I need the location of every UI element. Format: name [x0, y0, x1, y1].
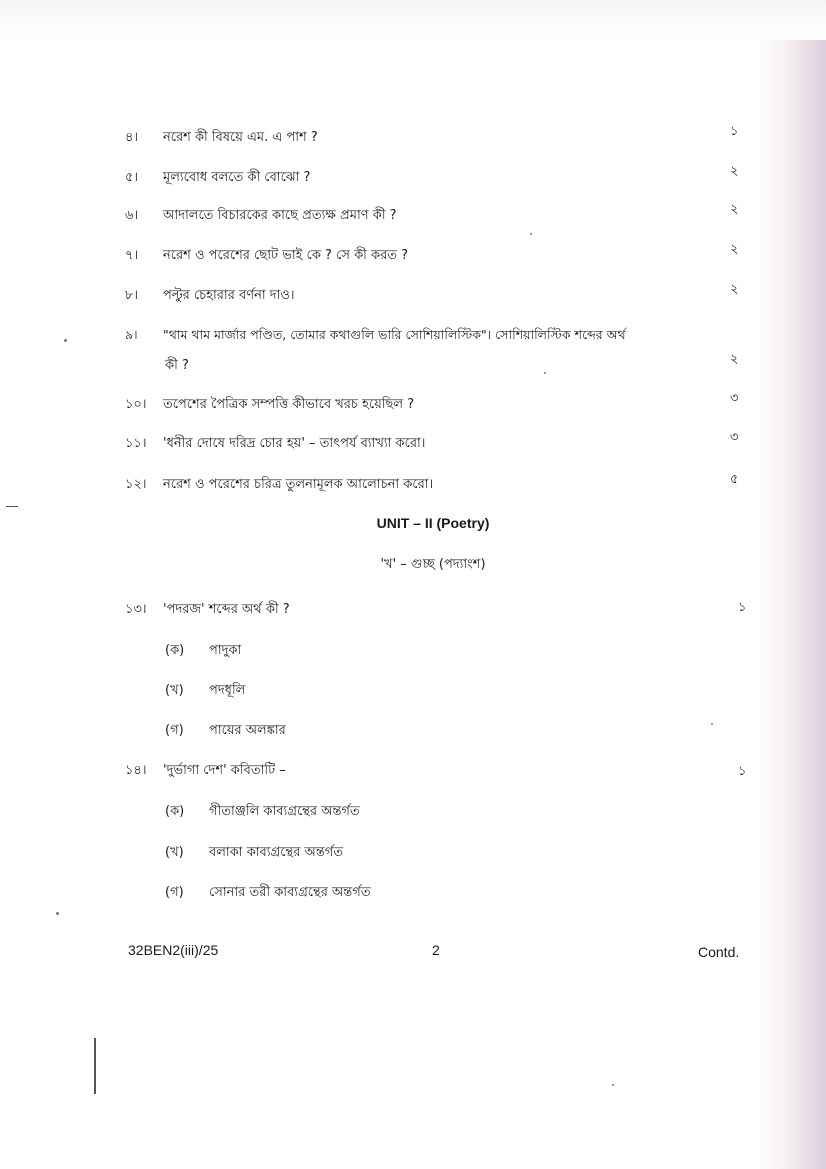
question-6: ৬। আদালতে বিচারকের কাছে প্রত্যক্ষ প্রমাণ কী ?: [125, 208, 397, 223]
question-8: ৮। পল্টুর চেহারার বর্ণনা দাও।: [125, 288, 295, 303]
question-14: ১৪। 'দুর্ভাগা দেশ' কবিতাটি –: [125, 763, 286, 778]
question-8-marks: ২: [730, 282, 739, 297]
scan-scratch: [6, 506, 18, 507]
continued-label: Contd.: [698, 944, 740, 960]
question-7: ৭। নরেশ ও পরেশের ছোট ভাই কে ? সে কী করত ?: [125, 248, 409, 263]
question-9: ৯। "থাম থাম মার্জার পণ্ডিত, তোমার কথাগুলি ভারি সোশিয়ালিস্টিক"। সোশিয়ালিস্টিক শব্দের অর্থ: [125, 327, 626, 342]
unit-heading: UNIT – II (Poetry): [376, 515, 490, 531]
question-14-option-a: (ক) গীতাঞ্জলি কাব্যগ্রন্থের অন্তর্গত: [165, 804, 360, 819]
question-10: ১০। তপেশের পৈত্রিক সম্পত্তি কীভাবে খরচ হয়েছিল ?: [125, 397, 415, 412]
question-12-marks: ৫: [730, 472, 739, 487]
page-number: 2: [432, 942, 440, 958]
question-14-marks: ১: [738, 764, 747, 779]
question-4-marks: ১: [730, 124, 739, 139]
question-9-marks: ২: [730, 352, 739, 367]
paper-code: 32BEN2(iii)/25: [128, 942, 219, 958]
scan-speck: [612, 1084, 614, 1086]
question-10-marks: ৩: [730, 391, 739, 406]
question-13-option-a: (ক) পাদুকা: [165, 643, 242, 658]
question-5-marks: ২: [730, 164, 739, 179]
question-13-option-c: (গ) পায়ের অলঙ্কার: [165, 723, 286, 738]
question-13-option-b: (খ) পদধূলি: [165, 683, 246, 698]
section-heading: 'খ' – গুচ্ছ (পদ্যাংশ): [380, 557, 486, 572]
question-9-continued: কী ?: [165, 358, 189, 373]
question-11: ১১। 'ধনীর দোষে দরিদ্র চোর হয়' – তাৎপর্য ব্যাখ্যা করো।: [125, 436, 426, 451]
question-13-marks: ১: [738, 600, 747, 615]
question-11-marks: ৩: [730, 430, 739, 445]
question-14-option-c: (গ) সোনার তরী কাব্যগ্রন্থের অন্তর্গত: [165, 885, 371, 900]
question-5: ৫। মূল্যবোধ বলতে কী বোঝো ?: [125, 170, 311, 185]
scan-top-shadow: [0, 0, 826, 40]
scan-speck: [530, 233, 532, 235]
question-7-marks: ২: [730, 242, 739, 257]
question-6-marks: ২: [730, 202, 739, 217]
question-14-option-b: (খ) বলাকা কাব্যগ্রন্থের অন্তর্গত: [165, 845, 343, 860]
question-4: ৪। নরেশ কী বিষয়ে এম. এ পাশ ?: [125, 130, 318, 145]
question-12: ১২। নরেশ ও পরেশের চরিত্র তুলনামূলক আলোচনা করো।: [125, 477, 434, 492]
scan-speck: [56, 912, 59, 915]
scan-edge-tint: [756, 40, 826, 1169]
scan-speck: [711, 723, 713, 725]
scan-speck: [64, 339, 67, 342]
scan-speck: [544, 372, 546, 374]
scan-scratch: [94, 1038, 96, 1094]
question-13: ১৩। 'পদরজ' শব্দের অর্থ কী ?: [125, 602, 290, 617]
